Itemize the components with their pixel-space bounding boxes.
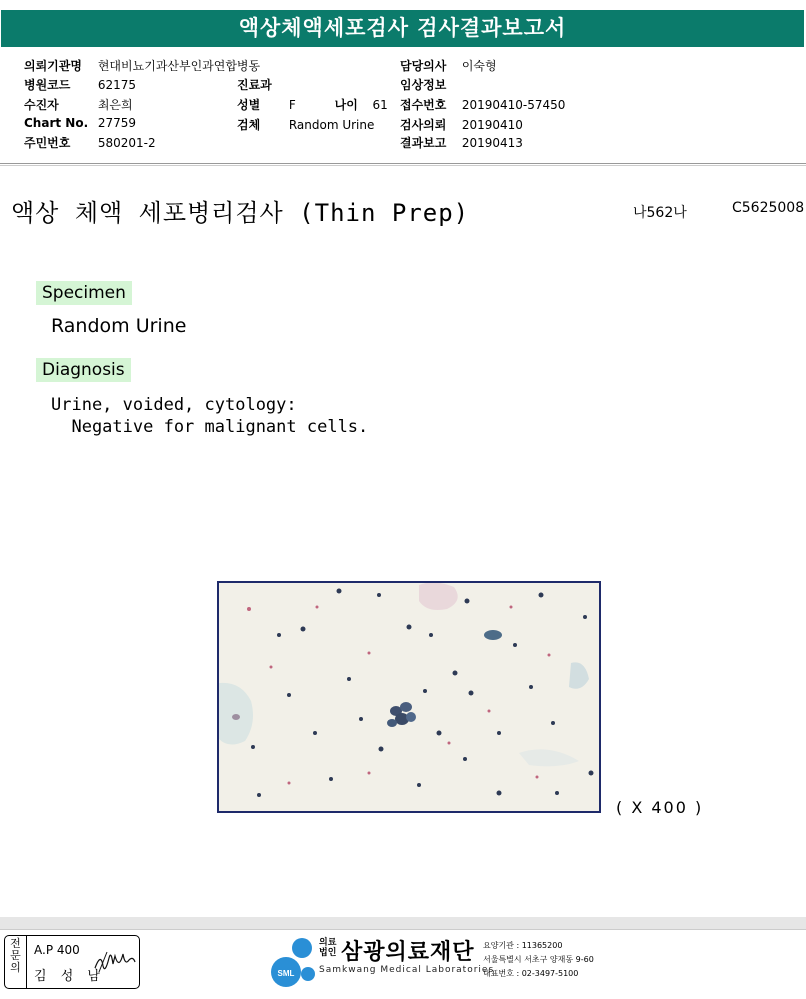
specimen-row <box>237 116 374 133</box>
chart-row <box>24 116 136 130</box>
magnification-label: ( X 400 ) <box>616 798 704 817</box>
pathologist-code: A.P 400 <box>34 943 80 957</box>
institution-label: 의뢰기관명 <box>24 59 82 73</box>
footer-divider <box>0 929 806 930</box>
accession-label: 접수번호 <box>400 98 447 112</box>
header-divider <box>0 163 806 164</box>
clinical-row <box>400 76 462 93</box>
header-divider-shadow <box>0 165 806 166</box>
logo-prefix-line2: 법인 <box>319 948 337 958</box>
pathologist-signature-box <box>4 935 140 989</box>
doctor-row <box>400 57 497 74</box>
sml-logo-icon <box>270 934 318 990</box>
exam-code: 나562나 <box>633 205 687 221</box>
logo-badge-text: SML <box>277 969 295 978</box>
diagnosis-line-2: Negative for malignant cells. <box>51 417 369 437</box>
result-value: 20190413 <box>461 136 523 150</box>
pathologist-name: 김 성 남 <box>34 969 105 984</box>
request-row <box>400 116 523 133</box>
diagnosis-line-1: Urine, voided, cytology: <box>51 395 297 415</box>
report-title: 액상체액세포검사 검사결과보고서 <box>1 10 804 47</box>
lab-phone: 대표번호 : 02-3497-5100 <box>483 969 579 978</box>
agency-number: 요양기관 : 11365200 <box>483 941 563 950</box>
diagnosis-text <box>51 394 368 438</box>
receiver-label: 수진자 <box>24 98 59 112</box>
micrograph-image <box>219 583 599 811</box>
logo-prefix <box>319 938 336 958</box>
doctor-value: 이숙형 <box>461 59 497 73</box>
lab-name-english: Samkwang Medical Laboratories <box>319 965 495 975</box>
sex-value: F <box>288 98 296 112</box>
lab-logo <box>270 934 594 990</box>
specimen-info-value: Random Urine <box>288 118 375 132</box>
sex-label: 성별 <box>237 98 261 112</box>
hospital-code-value: 62175 <box>97 78 137 92</box>
resident-row <box>24 134 156 151</box>
sex-row <box>237 96 388 113</box>
resident-label: 주민번호 <box>24 136 71 150</box>
institution-value: 현대비뇨기과산부인과연합병동 <box>97 59 261 73</box>
accession-row <box>400 96 565 113</box>
chart-label: Chart No. <box>24 116 89 130</box>
lab-address: 서울특별시 서초구 양재동 9-60 <box>483 955 594 964</box>
doctor-label: 담당의사 <box>400 59 447 73</box>
diagnosis-heading: Diagnosis <box>36 358 131 382</box>
dept-row <box>237 76 289 93</box>
specialist-label: 전문의 <box>5 936 27 988</box>
dept-label: 진료과 <box>237 78 272 92</box>
logo-prefix-line1: 의료 <box>319 938 337 948</box>
resident-value: 580201-2 <box>97 136 156 150</box>
specimen-label: 검체 <box>237 118 261 132</box>
hospital-code-row <box>24 76 136 93</box>
exam-title: 액상 체액 세포병리검사 (Thin Prep) <box>11 199 470 227</box>
receiver-value: 최은희 <box>97 98 133 112</box>
handwritten-signature <box>93 948 137 978</box>
chart-value: 27759 <box>97 116 137 130</box>
report-header <box>0 0 806 50</box>
result-row <box>400 134 523 151</box>
footer-band <box>0 917 806 929</box>
receiver-row <box>24 96 133 113</box>
hospital-code-label: 병원코드 <box>24 78 71 92</box>
exam-code-secondary: C5625008 <box>732 200 805 216</box>
result-label: 결과보고 <box>400 136 447 150</box>
age-value: 61 <box>372 98 388 112</box>
request-label: 검사의뢰 <box>400 118 447 132</box>
cytology-micrograph <box>217 581 601 813</box>
institution-row <box>24 57 260 74</box>
accession-value: 20190410-57450 <box>461 98 566 112</box>
age-label: 나이 <box>334 98 358 112</box>
specimen-heading: Specimen <box>36 281 132 305</box>
clinical-label: 임상정보 <box>400 78 447 92</box>
request-value: 20190410 <box>461 118 523 132</box>
lab-name: 삼광의료재단 <box>341 940 475 965</box>
specimen-value: Random Urine <box>51 315 187 337</box>
